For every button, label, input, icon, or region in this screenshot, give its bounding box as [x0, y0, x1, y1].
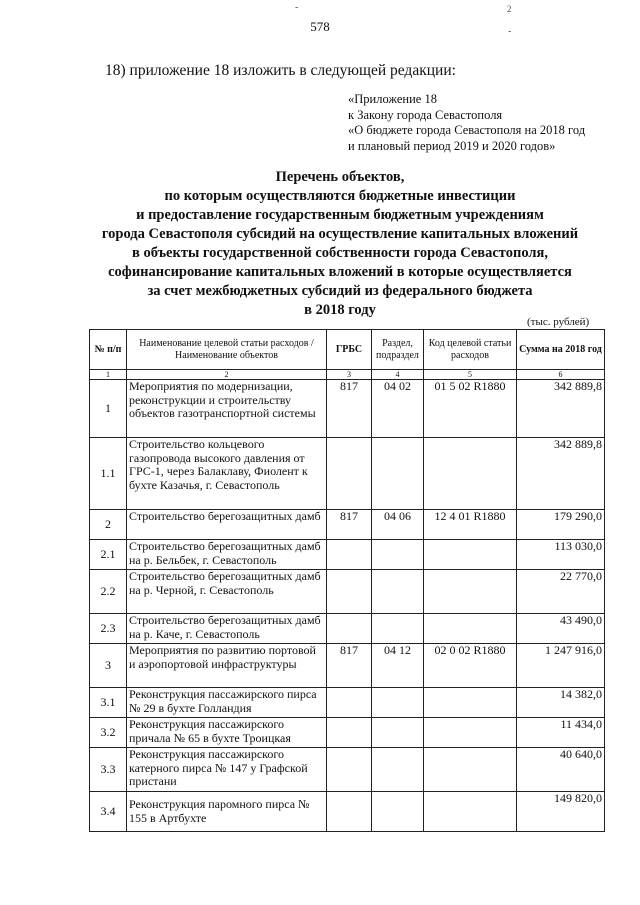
- column-number: 6: [517, 370, 605, 380]
- object-name: Мероприятия по модернизации, реконструкции и строительству объектов газотранспортной системы: [127, 380, 327, 438]
- scan-mark: 2: [507, 4, 512, 14]
- code-cell: [424, 570, 517, 614]
- table-row: [90, 718, 605, 748]
- object-name: Строительство берегозащитных дамб на р. Черной, г. Севастополь: [127, 570, 327, 614]
- code-cell: [424, 718, 517, 748]
- title-line: в объекты государственной собственности города Севастополя,: [131, 245, 548, 261]
- column-number-row: [90, 370, 605, 380]
- title-line: софинансирование капитальных вложений в которые осуществляется: [108, 264, 572, 280]
- table-row: [90, 748, 605, 792]
- grbs-cell: [327, 792, 372, 832]
- grbs-cell: [327, 614, 372, 644]
- grbs-cell: [327, 570, 372, 614]
- header-grbs: ГРБС: [327, 330, 372, 370]
- table-row: [90, 438, 605, 510]
- code-cell: [424, 688, 517, 718]
- object-name: Строительство берегозащитных дамб: [127, 510, 327, 540]
- row-number: 2: [90, 510, 127, 540]
- grbs-cell: 817: [327, 510, 372, 540]
- section-cell: [372, 718, 424, 748]
- amendment-item: 18) приложение 18 изложить в следующей редакции:: [105, 62, 456, 79]
- table-row: [90, 614, 605, 644]
- sum-cell: 40 640,0: [517, 748, 605, 792]
- header-section: Раздел, подраздел: [372, 330, 424, 370]
- column-number: 4: [372, 370, 424, 380]
- header-sum: Сумма на 2018 год: [517, 330, 605, 370]
- object-name: Строительство кольцевого газопровода высокого давления от ГРС-1, через Балаклаву, Фиолент к бухте Казачья, г. Севастополь: [127, 438, 327, 510]
- row-number: 2.2: [90, 570, 127, 614]
- row-number: 2.1: [90, 540, 127, 570]
- code-cell: [424, 614, 517, 644]
- header-code: Код целевой статьи расходов: [424, 330, 517, 370]
- section-cell: [372, 688, 424, 718]
- column-number: 3: [327, 370, 372, 380]
- table-row: [90, 510, 605, 540]
- page-number: 578: [310, 19, 330, 34]
- sum-cell: 113 030,0: [517, 540, 605, 570]
- object-name: Реконструкция пассажирского пирса № 29 в бухте Голландия: [127, 688, 327, 718]
- code-cell: [424, 540, 517, 570]
- object-name: Строительство берегозащитных дамб на р. Каче, г. Севастополь: [127, 614, 327, 644]
- section-cell: [372, 792, 424, 832]
- title-line: по которым осуществляются бюджетные инвестиции: [164, 188, 516, 204]
- row-number: 1: [90, 380, 127, 438]
- sum-cell: 1 247 916,0: [517, 644, 605, 688]
- section-cell: [372, 540, 424, 570]
- code-cell: 02 0 02 R1880: [424, 644, 517, 688]
- sum-cell: 22 770,0: [517, 570, 605, 614]
- code-cell: [424, 792, 517, 832]
- grbs-cell: [327, 718, 372, 748]
- row-number: 3.4: [90, 792, 127, 832]
- row-number: 3.3: [90, 748, 127, 792]
- sum-cell: 14 382,0: [517, 688, 605, 718]
- row-number: 3: [90, 644, 127, 688]
- column-number: 5: [424, 370, 517, 380]
- header-name: Наименование целевой статьи расходов / Наименование объектов: [127, 330, 327, 370]
- grbs-cell: [327, 438, 372, 510]
- table-row: [90, 380, 605, 438]
- title-line: в 2018 году: [304, 302, 376, 318]
- document-title: [70, 168, 610, 320]
- code-cell: 01 5 02 R1880: [424, 380, 517, 438]
- appendix-line: к Закону города Севастополя: [348, 107, 503, 122]
- object-name: Реконструкция пассажирского катерного пирса № 147 у Графской пристани: [127, 748, 327, 792]
- section-cell: [372, 570, 424, 614]
- title-line: и предоставление государственным бюджетным учреждениям: [136, 207, 544, 223]
- appendix-line: и плановый период 2019 и 2020 годов»: [348, 138, 556, 153]
- budget-table: [89, 329, 605, 832]
- sum-cell: 342 889,8: [517, 380, 605, 438]
- code-cell: 12 4 01 R1880: [424, 510, 517, 540]
- title-line: за счет межбюджетных субсидий из федерального бюджета: [147, 283, 533, 299]
- row-number: 3.1: [90, 688, 127, 718]
- title-line: города Севастополя субсидий на осуществление капитальных вложений: [101, 226, 579, 242]
- sum-cell: 11 434,0: [517, 718, 605, 748]
- grbs-cell: [327, 748, 372, 792]
- appendix-line: «Приложение 18: [348, 92, 437, 106]
- section-cell: [372, 614, 424, 644]
- table-row: [90, 570, 605, 614]
- object-name: Реконструкция пассажирского причала № 65 в бухте Троицкая: [127, 718, 327, 748]
- header-num: № п/п: [90, 330, 127, 370]
- section-cell: 04 06: [372, 510, 424, 540]
- code-cell: [424, 748, 517, 792]
- table-row: [90, 792, 605, 832]
- section-cell: 04 02: [372, 380, 424, 438]
- table-row: [90, 540, 605, 570]
- column-number: 2: [127, 370, 327, 380]
- grbs-cell: 817: [327, 644, 372, 688]
- grbs-cell: [327, 688, 372, 718]
- object-name: Реконструкция паромного пирса № 155 в Артбухте: [127, 792, 327, 832]
- grbs-cell: [327, 540, 372, 570]
- section-cell: 04 12: [372, 644, 424, 688]
- code-cell: [424, 438, 517, 510]
- table-header-row: [90, 330, 605, 370]
- row-number: 2.3: [90, 614, 127, 644]
- section-cell: [372, 438, 424, 510]
- scan-mark: -: [295, 2, 299, 13]
- units-note: (тыс. рублей): [527, 316, 590, 328]
- appendix-reference: [348, 92, 585, 154]
- sum-cell: 149 820,0: [517, 792, 605, 832]
- table-row: [90, 644, 605, 688]
- title-line: Перечень объектов,: [275, 169, 405, 185]
- column-number: 1: [90, 370, 127, 380]
- object-name: Строительство берегозащитных дамб на р. Бельбек, г. Севастополь: [127, 540, 327, 570]
- row-number: 1.1: [90, 438, 127, 510]
- section-cell: [372, 748, 424, 792]
- sum-cell: 342 889,8: [517, 438, 605, 510]
- object-name: Мероприятия по развитию портовой и аэропортовой инфраструктуры: [127, 644, 327, 688]
- scan-mark: -: [508, 26, 512, 37]
- appendix-line: «О бюджете города Севастополя на 2018 год: [348, 123, 586, 137]
- sum-cell: 43 490,0: [517, 614, 605, 644]
- sum-cell: 179 290,0: [517, 510, 605, 540]
- grbs-cell: 817: [327, 380, 372, 438]
- table-row: [90, 688, 605, 718]
- row-number: 3.2: [90, 718, 127, 748]
